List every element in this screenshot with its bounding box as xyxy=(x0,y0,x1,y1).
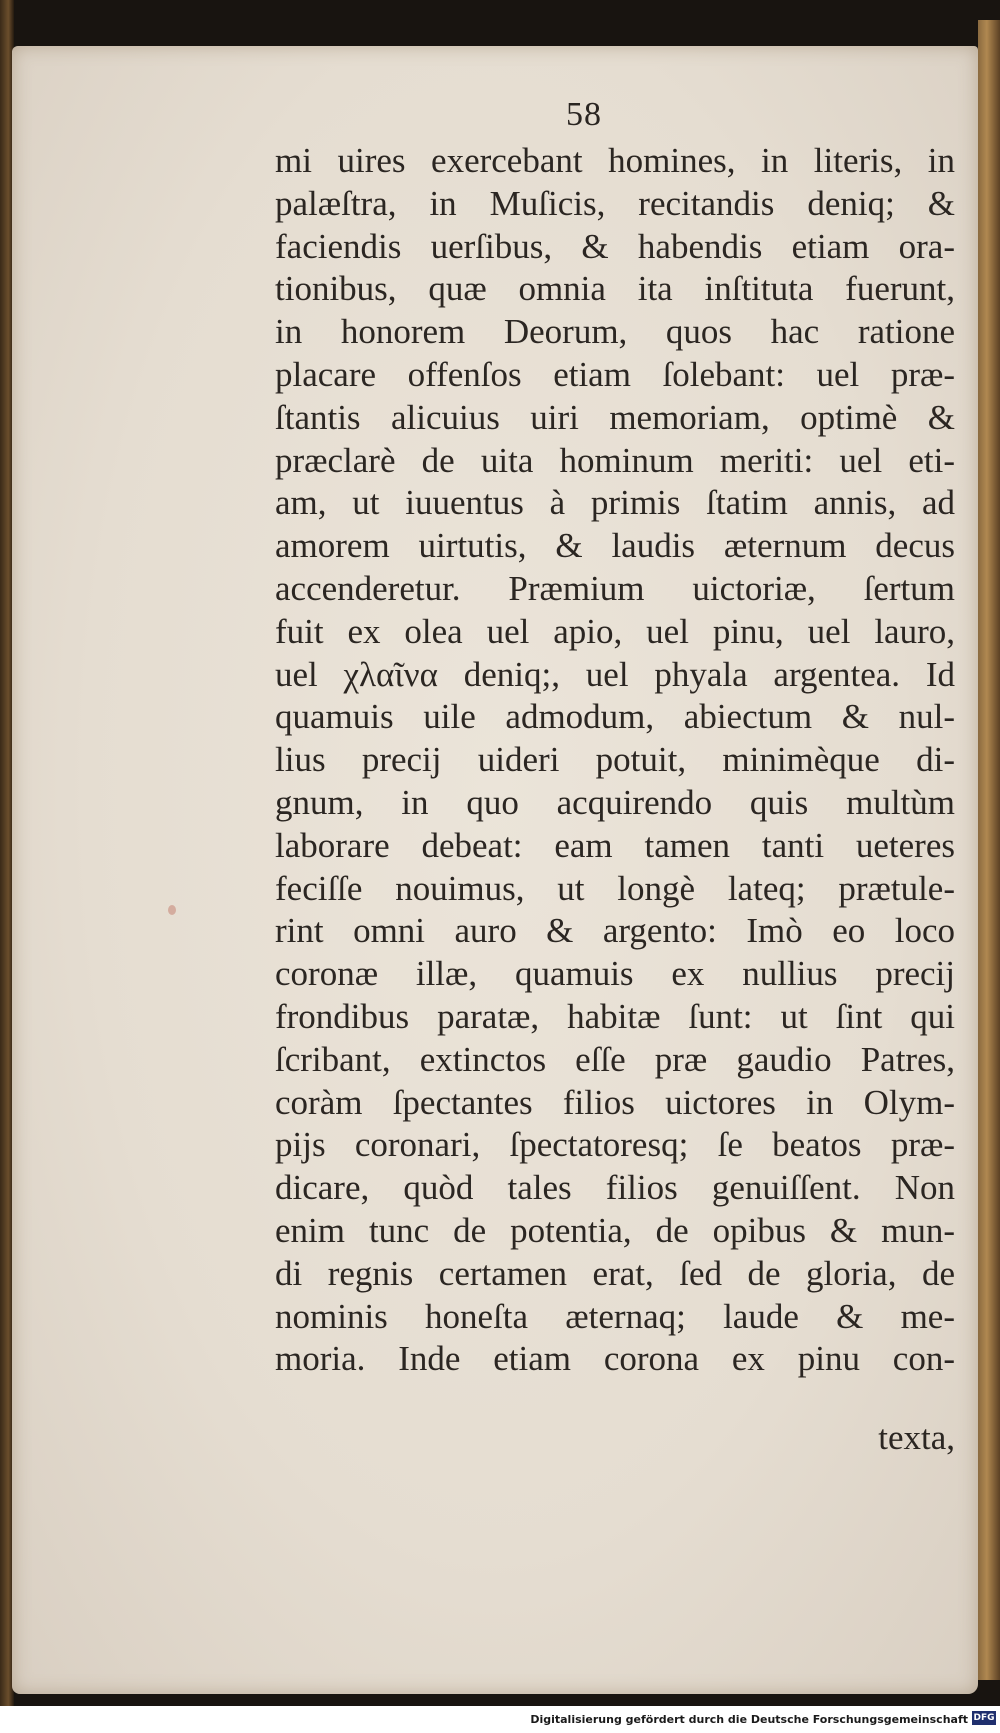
paper-stain xyxy=(168,905,176,915)
text-line: accenderetur. Præmium uictoriæ, ſertum xyxy=(275,568,955,608)
text-line: uel χλαῖνα deniq;, uel phyala argentea. Id xyxy=(275,654,955,694)
text-line: mi uires exercebant homines, in literis, in xyxy=(275,141,955,180)
text-line: frondibus paratæ, habitæ ſunt: ut ſint qui xyxy=(275,996,955,1036)
text-line: faciendis uerſibus, & habendis etiam ora- xyxy=(275,226,955,266)
text-line: gnum, in quo acquirendo quis multùm xyxy=(275,782,955,822)
text-line: fuit ex olea uel apio, uel pinu, uel lauro, xyxy=(275,611,955,651)
text-line: amorem uirtutis, & laudis æternum decus xyxy=(275,526,955,566)
text-line: coronæ illæ, quamuis ex nullius precij xyxy=(275,954,955,994)
text-line: quamuis uile admodum, abiectum & nul- xyxy=(275,697,955,737)
page-fore-edge xyxy=(978,20,1000,1680)
text-line: laborare debeat: eam tamen tanti ueteres xyxy=(275,825,955,865)
text-line: præclarè de uita hominum meriti: uel eti- xyxy=(275,440,955,480)
text-line: enim tunc de potentia, de opibus & mun- xyxy=(275,1210,955,1250)
text-line: feciſſe nouimus, ut longè lateq; prætule- xyxy=(275,868,955,908)
text-line: lius precij uideri potuit, minimèque di- xyxy=(275,740,955,780)
text-line: nominis honeſta æternaq; laude & me- xyxy=(275,1296,955,1336)
text-line: in honorem Deorum, quos hac ratione xyxy=(275,312,955,352)
page-body-text xyxy=(275,140,955,1381)
text-line: ſtantis alicuius uiri memoriam, optimè & xyxy=(275,397,955,437)
dfg-logo: DFG xyxy=(973,1713,995,1723)
text-line: ſcribant, extinctos eſſe præ gaudio Patres, xyxy=(275,1039,955,1079)
text-line: moria. Inde etiam corona ex pinu con- xyxy=(275,1339,955,1379)
text-line: dicare, quòd tales filios genuiſſent. Non xyxy=(275,1168,955,1208)
text-line: palæſtra, in Muſicis, recitandis deniq; & xyxy=(275,183,955,223)
digitization-credit: Digitalisierung gefördert durch die Deutsche Forschungsgemeinschaft xyxy=(530,1713,968,1726)
text-line: tionibus, quæ omnia ita inſtituta fuerunt, xyxy=(275,269,955,309)
text-line: di regnis certamen erat, ſed de gloria, de xyxy=(275,1253,955,1293)
text-line: am, ut iuuentus à primis ſtatim annis, ad xyxy=(275,483,955,523)
text-line: coràm ſpectantes filios uictores in Olym- xyxy=(275,1082,955,1122)
page-number: 58 xyxy=(566,96,602,133)
text-line: pijs coronari, ſpectatoresq; ſe beatos præ- xyxy=(275,1125,955,1165)
catchword: texta, xyxy=(878,1418,955,1457)
text-line: placare offenſos etiam ſolebant: uel præ- xyxy=(275,354,955,394)
text-line: rint omni auro & argento: Imò eo loco xyxy=(275,911,955,951)
